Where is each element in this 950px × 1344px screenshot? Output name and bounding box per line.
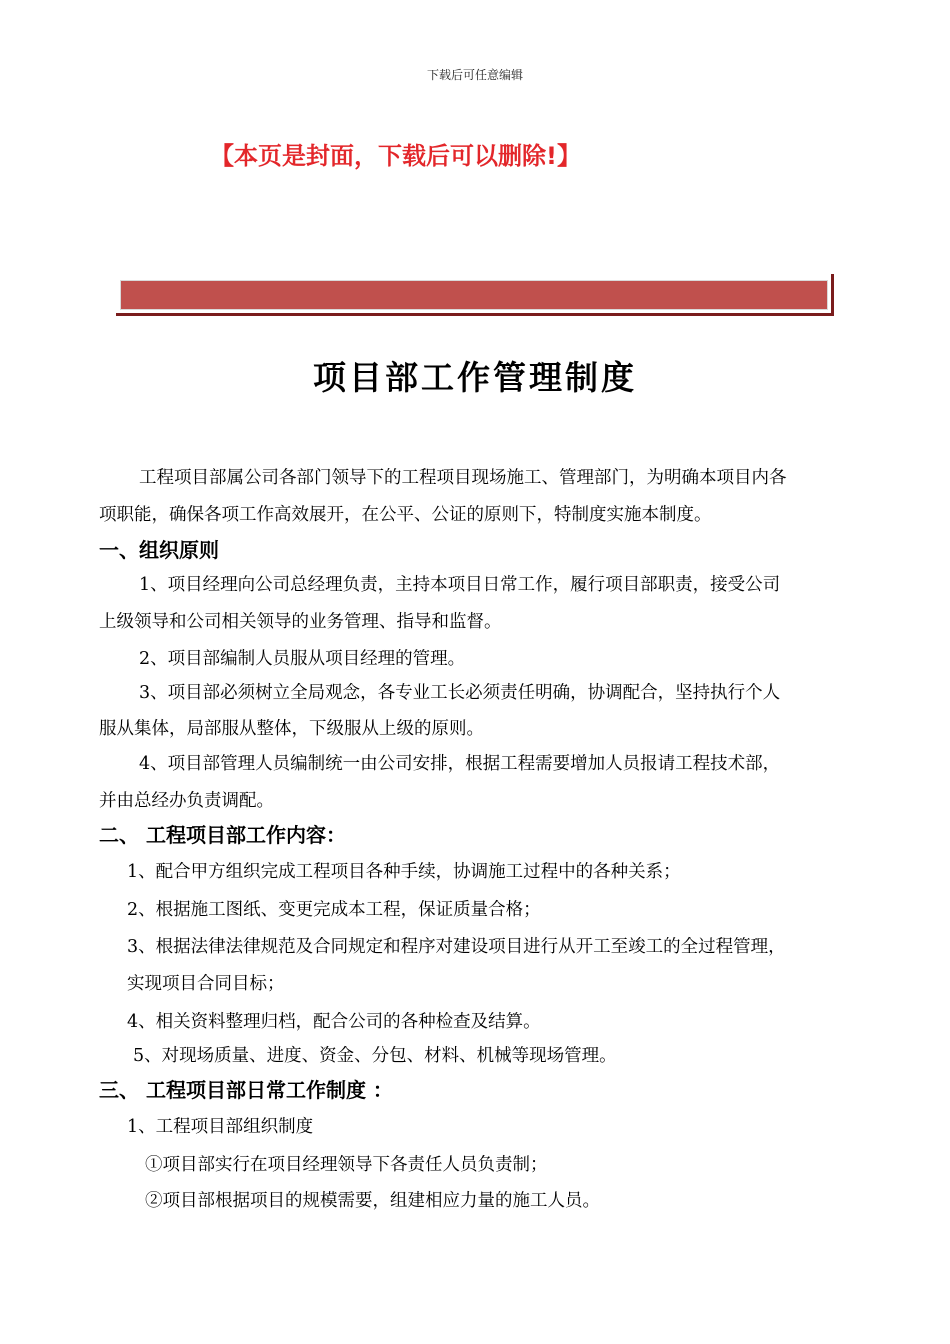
section2-item1: 1、配合甲方组织完成工程项目各种手续，协调施工过程中的各种关系；: [127, 862, 681, 882]
decorative-banner: [120, 280, 828, 310]
decorative-banner-frame: [116, 274, 834, 316]
section1-item1-line2: 上级领导和公司相关领导的业务管理、指导和监督。: [99, 612, 502, 632]
section1-heading: 一、组织原则: [99, 538, 219, 562]
section2-item3-line2: 实现项目合同目标；: [127, 974, 285, 994]
section3-sub1-item1: ①项目部实行在项目经理领导下各责任人员负责制；: [145, 1155, 548, 1175]
section1-item2: 2、项目部编制人员服从项目经理的管理。: [139, 649, 466, 669]
intro-line-1: 工程项目部属公司各部门领导下的工程项目现场施工、管理部门，为明确本项目内各: [139, 468, 787, 488]
section1-item4-line2: 并由总经办负责调配。: [99, 791, 274, 811]
section3-sub1: 1、工程项目部组织制度: [127, 1117, 314, 1137]
section3-sub1-item2: ②项目部根据项目的规模需要，组建相应力量的施工人员。: [145, 1191, 600, 1211]
section2-item3-line1: 3、根据法律法律规范及合同规定和程序对建设项目进行从开工至竣工的全过程管理，: [127, 937, 786, 957]
section2-item4: 4、相关资料整理归档，配合公司的各种检查及结算。: [127, 1012, 541, 1032]
section2-heading: 二、 工程项目部工作内容：: [99, 823, 346, 847]
cover-notice: 【本页是封面，下载后可以删除!】: [210, 142, 581, 170]
intro-line-2: 项职能，确保各项工作高效展开，在公平、公证的原则下，特制度实施本制度。: [99, 505, 712, 525]
section3-heading: 三、 工程项目部日常工作制度 ：: [99, 1078, 393, 1102]
section2-item5: 5、对现场质量、进度、资金、分包、材料、机械等现场管理。: [133, 1046, 617, 1066]
section2-item2: 2、根据施工图纸、变更完成本工程，保证质量合格；: [127, 900, 541, 920]
section1-item3-line1: 3、项目部必须树立全局观念，各专业工长必须责任明确，协调配合，坚持执行个人: [139, 683, 781, 703]
section1-item4-line1: 4、项目部管理人员编制统一由公司安排，根据工程需要增加人员报请工程技术部，: [139, 754, 781, 774]
section1-item3-line2: 服从集体，局部服从整体，下级服从上级的原则。: [99, 719, 484, 739]
section1-item1-line1: 1、项目经理向公司总经理负责，主持本项目日常工作，履行项目部职责，接受公司: [139, 575, 781, 595]
document-title: 项目部工作管理制度: [313, 358, 637, 397]
header-note: 下载后可任意编辑: [426, 68, 523, 82]
